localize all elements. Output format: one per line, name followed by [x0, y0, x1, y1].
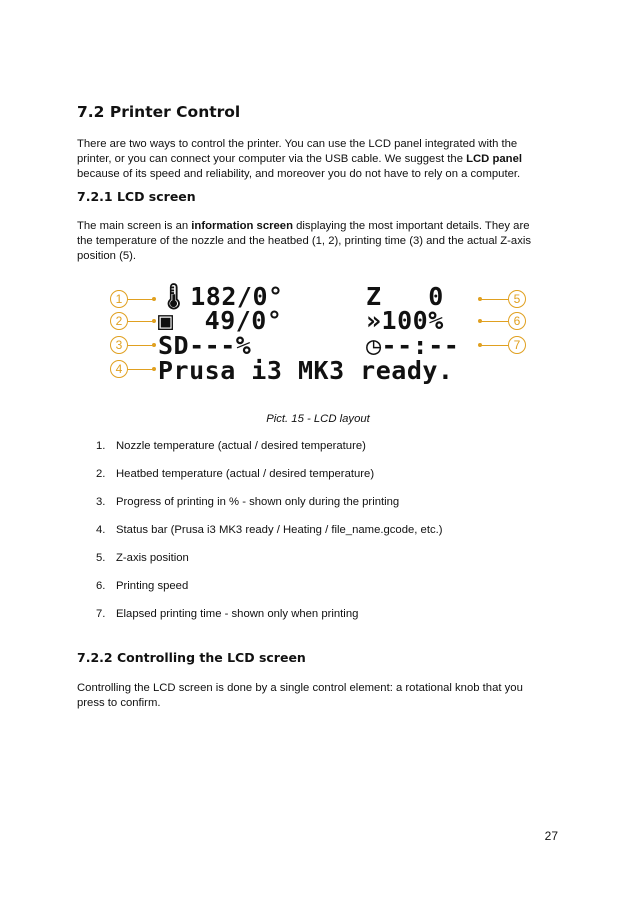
callout-5: 5 [508, 290, 526, 308]
list-item: 6. Printing speed [96, 580, 189, 592]
lcd-line1-right: Z 0 [366, 282, 444, 311]
list-item: 7. Elapsed printing time - shown only when printing [96, 608, 359, 620]
callout-4-dot [152, 367, 156, 371]
callout-4-leader [128, 369, 154, 370]
callout-7: 7 [508, 336, 526, 354]
subsection-lcd-text [77, 219, 547, 264]
lcd-text-2: displaying the most important details. They are the temperature of the nozzle and the heatbed (1, 2), printing time (3) and the actual Z-axis position (5). [77, 220, 532, 262]
lcd-line2-left: ▣ 49/0° [158, 306, 283, 335]
intro-text-2: because of its speed and reliability, and moreover you do not have to rely on a computer. [77, 168, 521, 180]
lcd-line3-left: SD---% [158, 331, 252, 360]
section-intro [77, 137, 547, 182]
lcd-figure [104, 277, 536, 389]
lcd-line3-right: ◷--:-- [366, 331, 460, 360]
subsection-control-heading: 7.2.2 Controlling the LCD screen [77, 650, 306, 665]
callout-2-leader [128, 321, 154, 322]
list-item: 5. Z-axis position [96, 552, 189, 564]
lcd-legend-list [96, 439, 443, 635]
subsection-lcd-heading: 7.2.1 LCD screen [77, 189, 196, 204]
callout-2: 2 [110, 312, 128, 330]
intro-bold-lcd-panel: LCD panel [466, 153, 522, 165]
lcd-line2-right: »100% [366, 306, 444, 335]
list-item: 4. Status bar (Prusa i3 MK3 ready / Heating / file_name.gcode, etc.) [96, 524, 443, 536]
section-heading: 7.2 Printer Control [77, 103, 241, 121]
callout-6-leader [480, 321, 508, 322]
figure-caption: Pict. 15 - LCD layout [266, 413, 370, 425]
page-number: 27 [544, 829, 558, 843]
callout-2-dot [152, 319, 156, 323]
lcd-line1-left: 🌡182/0° [158, 282, 284, 311]
callout-3-leader [128, 345, 154, 346]
callout-1: 1 [110, 290, 128, 308]
callout-3-dot [152, 343, 156, 347]
list-item: 1. Nozzle temperature (actual / desired temperature) [96, 440, 366, 452]
callout-1-leader [128, 299, 154, 300]
intro-text-1: There are two ways to control the printer. You can use the LCD panel integrated with the printer, or you can connect your computer via the USB cable. We suggest the [77, 138, 518, 165]
subsection-control-text: Controlling the LCD screen is done by a single control element: a rotational knob that you press to confirm. [77, 682, 523, 709]
callout-7-leader [480, 345, 508, 346]
callout-6: 6 [508, 312, 526, 330]
list-item: 3. Progress of printing in % - shown only during the printing [96, 496, 400, 508]
lcd-line4: Prusa i3 MK3 ready. [158, 356, 454, 385]
callout-5-leader [480, 299, 508, 300]
callout-4: 4 [110, 360, 128, 378]
list-item: 2. Heatbed temperature (actual / desired temperature) [96, 468, 375, 480]
lcd-text-1: The main screen is an [77, 220, 192, 232]
callout-3: 3 [110, 336, 128, 354]
lcd-bold-information-screen: information screen [191, 220, 293, 232]
callout-1-dot [152, 297, 156, 301]
